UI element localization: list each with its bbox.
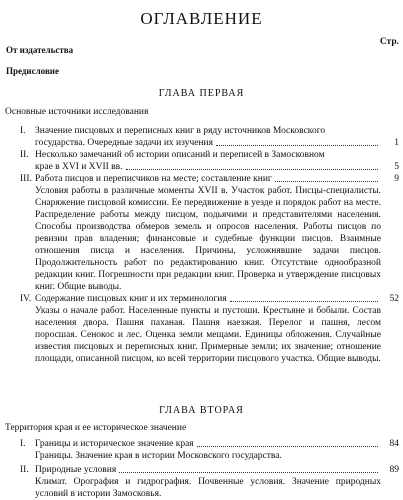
entry-title-line: Содержание писцовых книг и их терминология (35, 294, 227, 304)
dot-leader (119, 472, 378, 473)
entry-number: I. (20, 439, 26, 449)
entry-title-line: Работа писцов и переписчиков на месте; составление книг (35, 174, 272, 184)
entry-summary: Условия работы в различные моменты XVII в. Участок работ. Писцы-специалисты. Снаряжение писцовой комиссии. Ее передвижение в уезде и порядок работ на месте. Распределение работы между писцом, подьячими и представителями населения. Способы производства обмеров земель и опросов населения. Работы писцов по ревизии прав владения; финансовые и судебные функции писцов. Взаимные отношения писца и населения. Причины, усложнявшие задачи писцов. Продолжительность работ по редактированию книг. Отсутствие однообразной редакции книг. Погрешности при редакции книг. Проверка и утверждение писцовых книг. Общие выводы. (35, 186, 381, 292)
toc-entry-head (20, 438, 399, 450)
entry-title-line: государства. Очередные задачи их изучения (35, 138, 213, 148)
toc-entry (20, 293, 399, 365)
toc-entry (20, 125, 399, 149)
entry-page-number: 1 (394, 138, 399, 148)
toc-entry-head-cont (20, 161, 399, 173)
dot-leader (197, 446, 378, 447)
toc-entry-head (20, 125, 399, 137)
entry-title-line: Природные условия (35, 465, 117, 475)
entry-title-line: Границы и историческое значение края (35, 439, 194, 449)
entry-summary: Указы о начале работ. Населенные пункты и пустоши. Крестьяне и бобыли. Состав населения двора. Пашня паханая. Пашня наезжая. Перелог и пашня, лесом поросшая. Сенокос и лес. Оценка земли мещами. Единицы обложения. Случайные известия писцовых и переписных книг. Примерные земли; их значение; отношение площади, описанной писцом, ко всей территории писцового участка. Общие выводы. (35, 306, 381, 364)
entry-page-number: 9 (394, 174, 399, 184)
front-matter-preface: Предисловие (6, 66, 59, 76)
toc-entry (20, 464, 399, 500)
toc-entry (20, 173, 399, 293)
chapter-heading: ГЛАВА ВТОРАЯ (159, 405, 244, 416)
dot-leader (126, 169, 378, 170)
toc-entry (20, 438, 399, 462)
toc-entry-head (20, 173, 399, 185)
entry-summary: Границы. Значение края в истории Московского государства. (35, 451, 282, 461)
toc-entry-head (20, 149, 399, 161)
entry-number: I. (20, 126, 26, 136)
entry-number: III. (20, 174, 32, 184)
entry-number: IV. (20, 294, 32, 304)
entry-number: II. (20, 465, 29, 475)
toc-entry-head (20, 464, 399, 476)
entry-title-line: крае в XVI и XVII вв. (35, 162, 123, 172)
chapter-heading: ГЛАВА ПЕРВАЯ (158, 88, 245, 99)
chapter-section-title: Основные источники исследования (5, 107, 149, 117)
toc-entry (20, 149, 399, 173)
dot-leader (216, 145, 378, 146)
entry-page-number: 5 (394, 162, 399, 172)
toc-entry-head (20, 293, 399, 305)
toc-entry-head-cont (20, 137, 399, 149)
chapter-section-title: Территория края и ее историческое значение (5, 423, 187, 433)
entry-page-number: 52 (389, 294, 399, 304)
dot-leader (275, 181, 378, 182)
dot-leader (230, 301, 378, 302)
front-matter-publisher: От издательства (6, 45, 74, 55)
page-title: ОГЛАВЛЕНИЕ (140, 9, 263, 28)
entry-page-number: 84 (389, 439, 399, 449)
entry-title-line: Значение писцовых и переписных книг в ряду источников Московского (35, 126, 326, 136)
entry-number: II. (20, 150, 29, 160)
entry-summary: Климат. Орография и гидрография. Почвенные условия. Значение природных условий в истории Замосковья. (35, 477, 381, 499)
entry-page-number: 89 (389, 465, 399, 475)
page-column-header: Стр. (379, 37, 399, 47)
entry-title-line: Несколько замечаний об истории описаний и переписей в Замосковном (35, 150, 325, 160)
